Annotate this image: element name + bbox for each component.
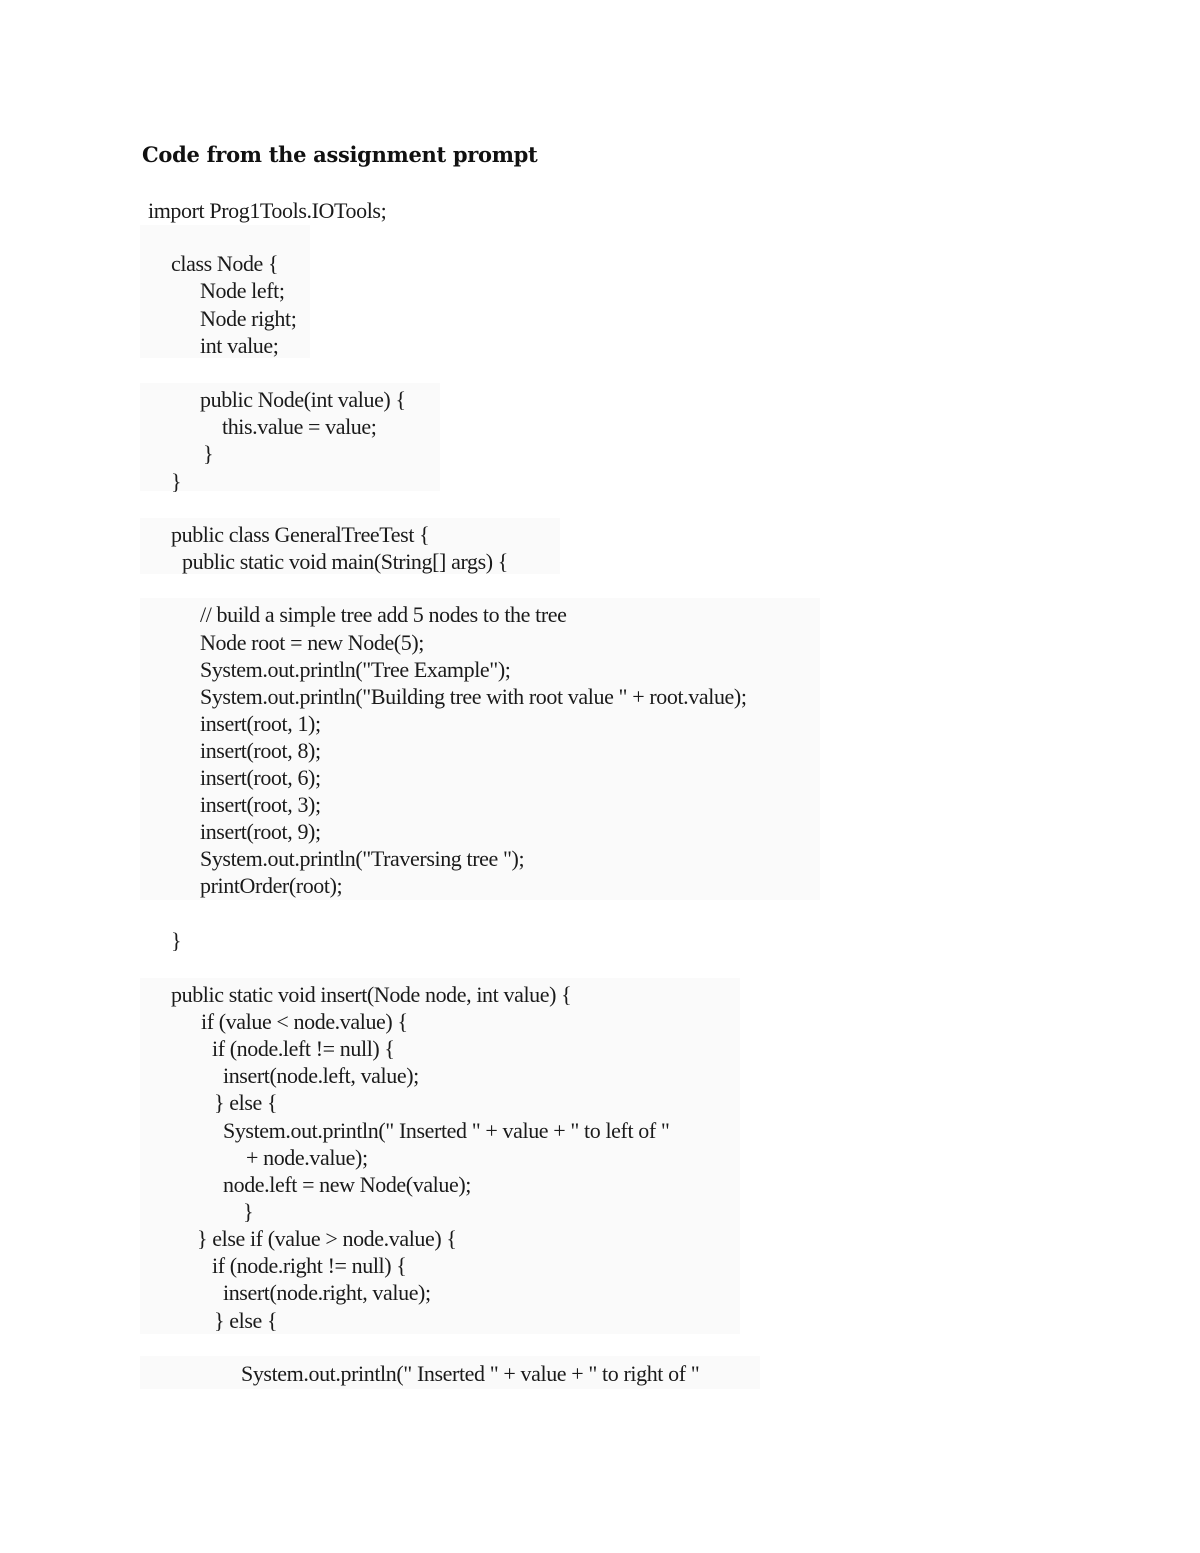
- code-line: printOrder(root);: [200, 873, 343, 898]
- code-line: int value;: [200, 333, 279, 358]
- code-line: if (value < node.value) {: [201, 1009, 408, 1034]
- code-line: Node left;: [200, 278, 285, 303]
- document-heading: Code from the assignment prompt: [142, 142, 538, 167]
- code-line: insert(root, 9);: [200, 819, 321, 844]
- code-line: System.out.println("Traversing tree ");: [200, 846, 525, 871]
- code-line: } else if (value > node.value) {: [197, 1226, 457, 1251]
- code-line: public static void main(String[] args) {: [182, 549, 508, 574]
- code-line: }: [203, 441, 214, 466]
- code-line: insert(root, 6);: [200, 765, 321, 790]
- code-line: Node root = new Node(5);: [200, 630, 424, 655]
- code-line: System.out.println("Tree Example");: [200, 657, 511, 682]
- code-line: if (node.left != null) {: [212, 1036, 395, 1061]
- code-line: this.value = value;: [222, 414, 377, 439]
- code-line: node.left = new Node(value);: [223, 1172, 471, 1197]
- code-line: Node right;: [200, 306, 297, 331]
- code-line: } else {: [214, 1090, 278, 1115]
- code-line: insert(node.left, value);: [223, 1063, 419, 1088]
- code-line: insert(node.right, value);: [223, 1280, 431, 1305]
- code-line: System.out.println(" Inserted " + value + " to right of ": [241, 1361, 700, 1386]
- code-line: System.out.println(" Inserted " + value + " to left of ": [223, 1118, 670, 1143]
- code-line: }: [171, 469, 182, 494]
- code-line: insert(root, 8);: [200, 738, 321, 763]
- code-line: class Node {: [171, 251, 279, 276]
- code-line: + node.value);: [246, 1145, 368, 1170]
- code-comment: // build a simple tree add 5 nodes to the tree: [200, 602, 567, 627]
- code-line: } else {: [214, 1308, 278, 1333]
- code-line: insert(root, 1);: [200, 711, 321, 736]
- code-line: if (node.right != null) {: [212, 1253, 407, 1278]
- code-line: insert(root, 3);: [200, 792, 321, 817]
- code-line: public Node(int value) {: [200, 387, 406, 412]
- code-line: }: [243, 1199, 254, 1224]
- code-line: }: [171, 928, 182, 953]
- code-line: System.out.println("Building tree with root value " + root.value);: [200, 684, 747, 709]
- code-line: import Prog1Tools.IOTools;: [148, 198, 387, 223]
- code-line: public static void insert(Node node, int value) {: [171, 982, 572, 1007]
- code-line: public class GeneralTreeTest {: [171, 522, 430, 547]
